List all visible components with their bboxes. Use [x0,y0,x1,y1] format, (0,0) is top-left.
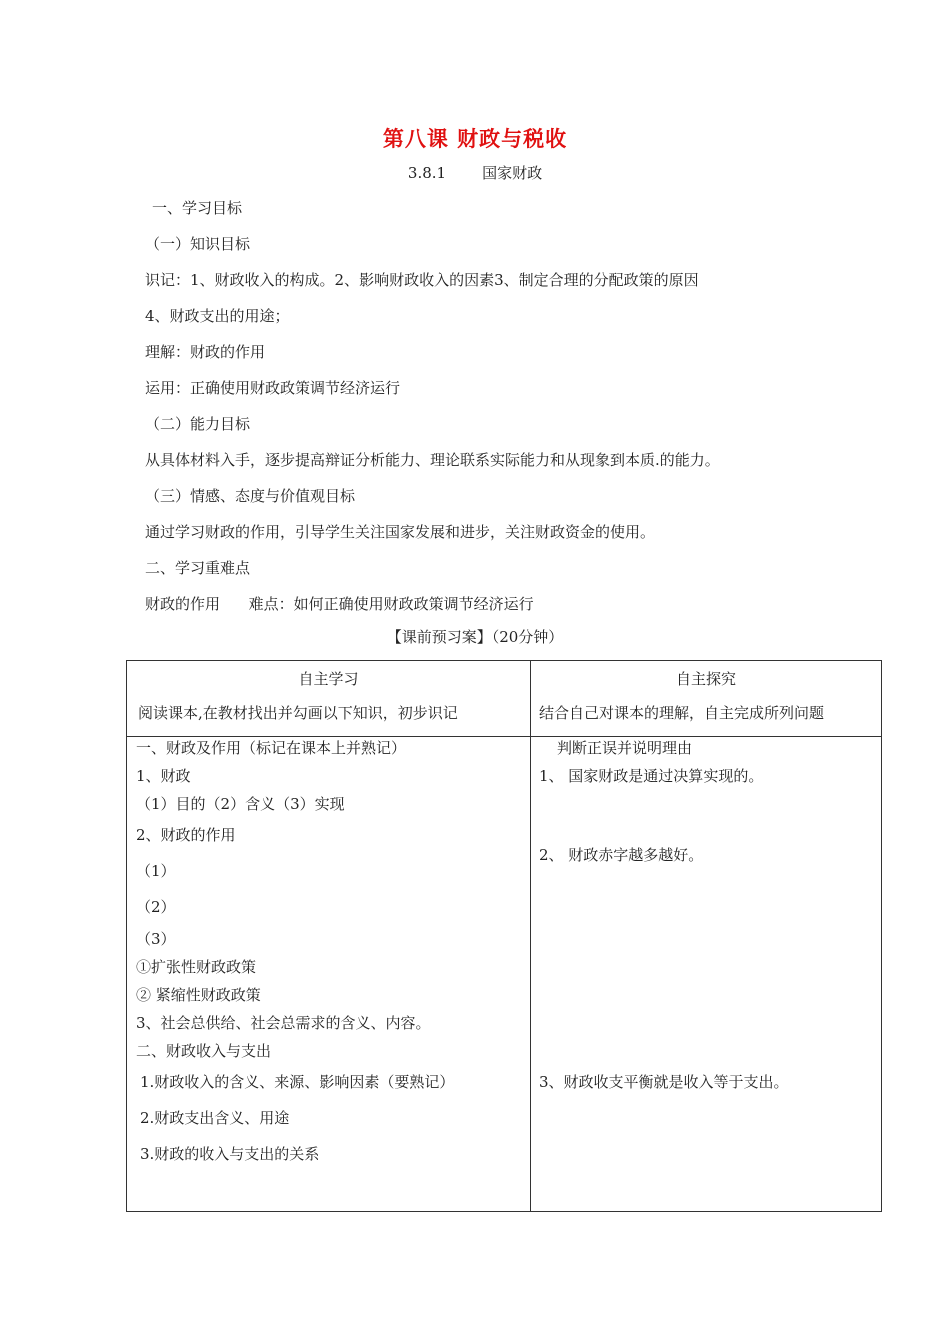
understand-line: 理解：财政的作用 [145,343,266,361]
list-item: （2） [136,898,176,916]
list-item: 3.财政的收入与支出的关系 [140,1145,320,1163]
left-column-header: 自主学习 [298,670,359,688]
ability-heading: （二）能力目标 [145,415,251,433]
apply-line: 运用：正确使用财政政策调节经济运行 [145,379,401,397]
objectives-heading: 一、学习目标 [152,199,243,217]
list-item: 2、 财政赤字越多越好。 [539,846,704,864]
list-item: 一、财政及作用（标记在课本上并熟记） [136,739,407,757]
key-points-text: 财政的作用 难点：如何正确使用财政政策调节经济运行 [145,595,534,613]
list-item: （3） [136,930,176,948]
knowledge-heading: （一）知识目标 [145,235,251,253]
list-item: 3、财政收支平衡就是收入等于支出。 [539,1073,789,1091]
preview-table [126,660,882,1212]
list-item: 判断正误并说明理由 [557,739,693,757]
right-column-header: 自主探究 [675,670,736,688]
right-column-instruction: 结合自己对课本的理解，自主完成所列问题 [539,704,825,722]
recall-line-2: 4、财政支出的用途； [145,307,290,325]
section-name: 国家财政 [482,164,543,182]
ability-text: 从具体材料入手，逐步提高辩证分析能力、理论联系实际能力和从现象到本质.的能力。 [145,451,720,469]
list-item: ①扩张性财政政策 [136,958,257,976]
list-item: 1、 国家财政是通过决算实现的。 [539,767,764,785]
table-column-divider [530,661,531,1211]
list-item: 1.财政收入的含义、来源、影响因素（要熟记） [140,1073,455,1091]
section-code: 3.8.1 [407,164,447,182]
recall-line-1: 识记：1、财政收入的构成。2、影响财政收入的因素3、制定合理的分配政策的原因 [145,271,699,289]
list-item: （1）目的（2）含义（3）实现 [136,795,345,813]
emotion-text: 通过学习财政的作用，引导学生关注国家发展和进步，关注财政资金的使用。 [145,523,656,541]
key-points-heading: 二、学习重难点 [145,559,251,577]
list-item: 3、社会总供给、社会总需求的含义、内容。 [136,1014,431,1032]
left-column-instruction: 阅读课本,在教材找出并勾画以下知识，初步识记 [138,704,458,722]
list-item: 1、财政 [136,767,191,785]
list-item: （1） [136,862,176,880]
emotion-heading: （三）情感、态度与价值观目标 [145,487,356,505]
list-item: ② 紧缩性财政政策 [136,986,261,1004]
list-item: 2.财政支出含义、用途 [140,1109,290,1127]
section-heading [0,162,950,183]
lesson-title: 第八课 财政与税收 [382,126,568,151]
list-item: 2、财政的作用 [136,826,236,844]
list-item: 二、财政收入与支出 [136,1042,272,1060]
preview-heading: 【课前预习案】（20分钟） [386,628,564,646]
